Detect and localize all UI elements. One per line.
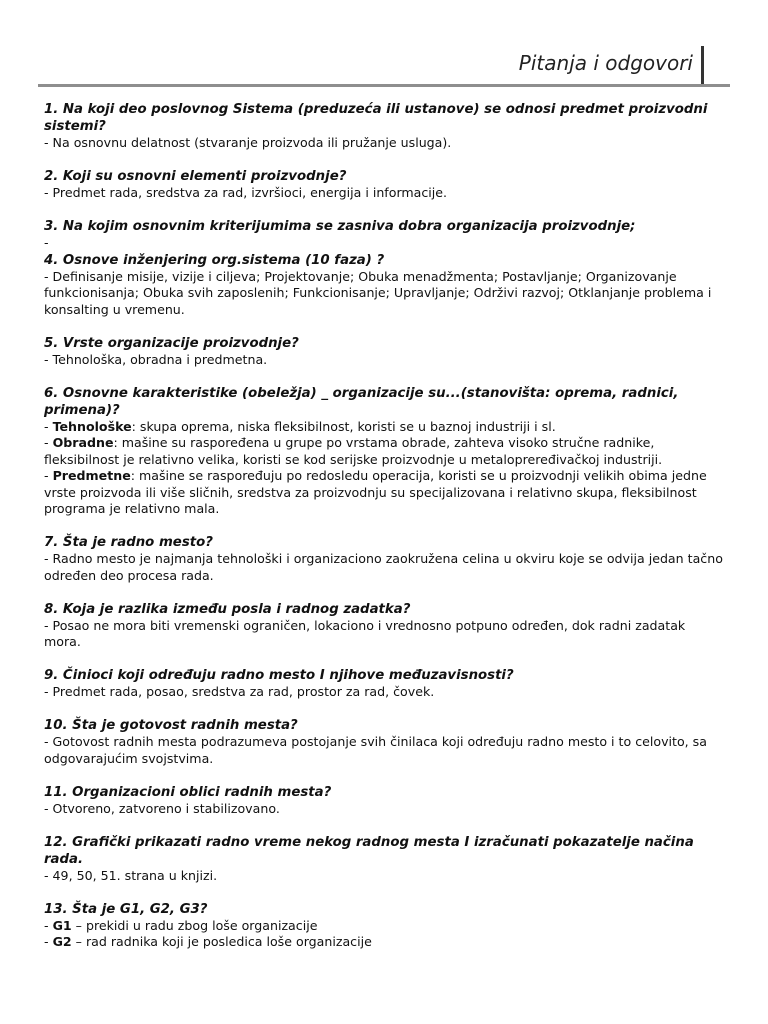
answer-6-item-1 bbox=[44, 419, 724, 436]
question-6: 6. Osnovne karakteristike (obeležja) _ organizacije su...(stanovišta: oprema, radnici, primena)? bbox=[44, 385, 679, 418]
answer-13-item-1-text: – prekidi u radu zbog loše organizacije bbox=[71, 917, 318, 933]
question-7: 7. Šta je radno mesto? bbox=[44, 535, 213, 550]
qa-item-4 bbox=[44, 252, 724, 319]
answer-6-item-3-term: Predmetne bbox=[52, 468, 131, 483]
question-4: 4. Osnove inženjering org.sistema (10 faza) ? bbox=[44, 252, 385, 268]
question-2: 2. Koji su osnovni elementi proizvodnje? bbox=[44, 169, 347, 184]
answer-6-item-2-prefix: - bbox=[44, 435, 53, 450]
question-8: 8. Koja je razlika između posla i radnog zadatka? bbox=[44, 601, 411, 617]
question-5: 5. Vrste organizacije proizvodnje? bbox=[44, 335, 299, 351]
answer-6-item-1-prefix: - bbox=[44, 418, 53, 434]
answer-10: - Gotovost radnih mesta podrazumeva postojanje svih činilaca koji određuju radno mesto i to celovito, sa odgovarajućim svojstvima. bbox=[44, 734, 707, 766]
question-10: 10. Šta je gotovost radnih mesta? bbox=[44, 718, 298, 733]
answer-6-item-2 bbox=[44, 435, 724, 468]
answer-13-item-2-prefix: - bbox=[44, 934, 53, 949]
qa-list bbox=[44, 101, 724, 967]
question-3: 3. Na kojim osnovnim kriterijumima se zasniva dobra organizacija proizvodnje; bbox=[44, 219, 636, 234]
answer-6-item-3 bbox=[44, 468, 724, 518]
page-title: Pitanja i odgovori bbox=[518, 51, 693, 75]
qa-item-8 bbox=[44, 601, 724, 651]
answer-13-item-2 bbox=[44, 934, 724, 951]
qa-item-2 bbox=[44, 168, 724, 202]
answer-7: - Radno mesto je najmanja tehnološki i organizaciono zaokružena celina u okviru koje se odvija jedan tačno određen deo procesa rada. bbox=[44, 551, 723, 583]
answer-3: - bbox=[44, 235, 49, 250]
qa-item-6 bbox=[44, 385, 724, 518]
qa-item-5 bbox=[44, 335, 724, 369]
answer-1: - Na osnovnu delatnost (stvaranje proizvoda ili pružanje usluga). bbox=[44, 135, 452, 150]
answer-6-item-3-prefix: - bbox=[44, 468, 53, 483]
qa-item-9 bbox=[44, 667, 724, 701]
answer-8: - Posao ne mora biti vremenski ograničen, lokaciono i vrednosno potpuno određen, dok radni zadatak mora. bbox=[44, 617, 686, 649]
answer-6-item-3-text: : mašine se raspoređuju po redosledu operacija, koristi se u proizvodnji velikih obima jedne vrste proizvoda ili više sličnih, sredstva za proizvodnju su specijalizovana i relativno skupa, fleksibilnost programa je relativno mala. bbox=[44, 468, 707, 516]
answer-6-item-1-text: : skupa oprema, niska fleksibilnost, koristi se u baznoj industriji i sl. bbox=[131, 418, 556, 434]
answer-11: - Otvoreno, zatvoreno i stabilizovano. bbox=[44, 800, 280, 816]
answer-13-item-1-term: G1 bbox=[52, 917, 72, 933]
answer-5: - Tehnološka, obradna i predmetna. bbox=[44, 351, 268, 367]
qa-item-1 bbox=[44, 101, 724, 152]
qa-item-12 bbox=[44, 834, 724, 885]
answer-6-item-2-term: Obradne bbox=[52, 435, 114, 450]
qa-item-7 bbox=[44, 534, 724, 584]
answer-2: - Predmet rada, sredstva za rad, izvršioci, energija i informacije. bbox=[44, 185, 448, 200]
answer-4: - Definisanje misije, vizije i ciljeva; Projektovanje; Obuka menadžmenta; Postavljanje; Organizovanje funkcionisanja; Obuka svih zaposlenih; Funkcionisanje; Upravljanje; Održivi razvoj; Otklanjanje problema i konsalting u vremenu. bbox=[44, 268, 712, 317]
qa-item-13 bbox=[44, 901, 724, 951]
question-12: 12. Grafički prikazati radno vreme nekog radnog mesta I izračunati pokazatelje načina rada. bbox=[44, 834, 694, 867]
answer-12: - 49, 50, 51. strana u knjizi. bbox=[44, 867, 218, 883]
answer-9: - Predmet rada, posao, sredstva za rad, prostor za rad, čovek. bbox=[44, 684, 435, 699]
header-vertical-bar bbox=[701, 46, 704, 84]
qa-item-11 bbox=[44, 784, 724, 818]
answer-6-item-1-term: Tehnološke bbox=[52, 418, 132, 434]
answer-13-item-2-term: G2 bbox=[52, 934, 72, 949]
qa-item-3 bbox=[44, 218, 724, 252]
answer-6-item-2-text: : mašine su raspoređena u grupe po vrstama obrade, zahteva visoko stručne radnike, fleksibilnost je relativno velika, koristi se kod serijske proizvodnje u metalopreređivačkoj industriji. bbox=[44, 435, 663, 467]
answer-13-item-2-text: – rad radnika koji je posledica loše organizacije bbox=[71, 934, 372, 949]
question-13: 13. Šta je G1, G2, G3? bbox=[44, 901, 208, 917]
question-1: 1. Na koji deo poslovnog Sistema (preduzeća ili ustanove) se odnosi predmet proizvodni sistemi? bbox=[44, 102, 708, 134]
question-11: 11. Organizacioni oblici radnih mesta? bbox=[44, 784, 332, 800]
qa-item-10 bbox=[44, 717, 724, 767]
answer-13-item-1-prefix: - bbox=[44, 917, 53, 933]
answer-13-item-1 bbox=[44, 918, 724, 935]
question-9: 9. Činioci koji određuju radno mesto I njihove međuzavisnosti? bbox=[44, 668, 514, 683]
page-header bbox=[38, 44, 730, 87]
